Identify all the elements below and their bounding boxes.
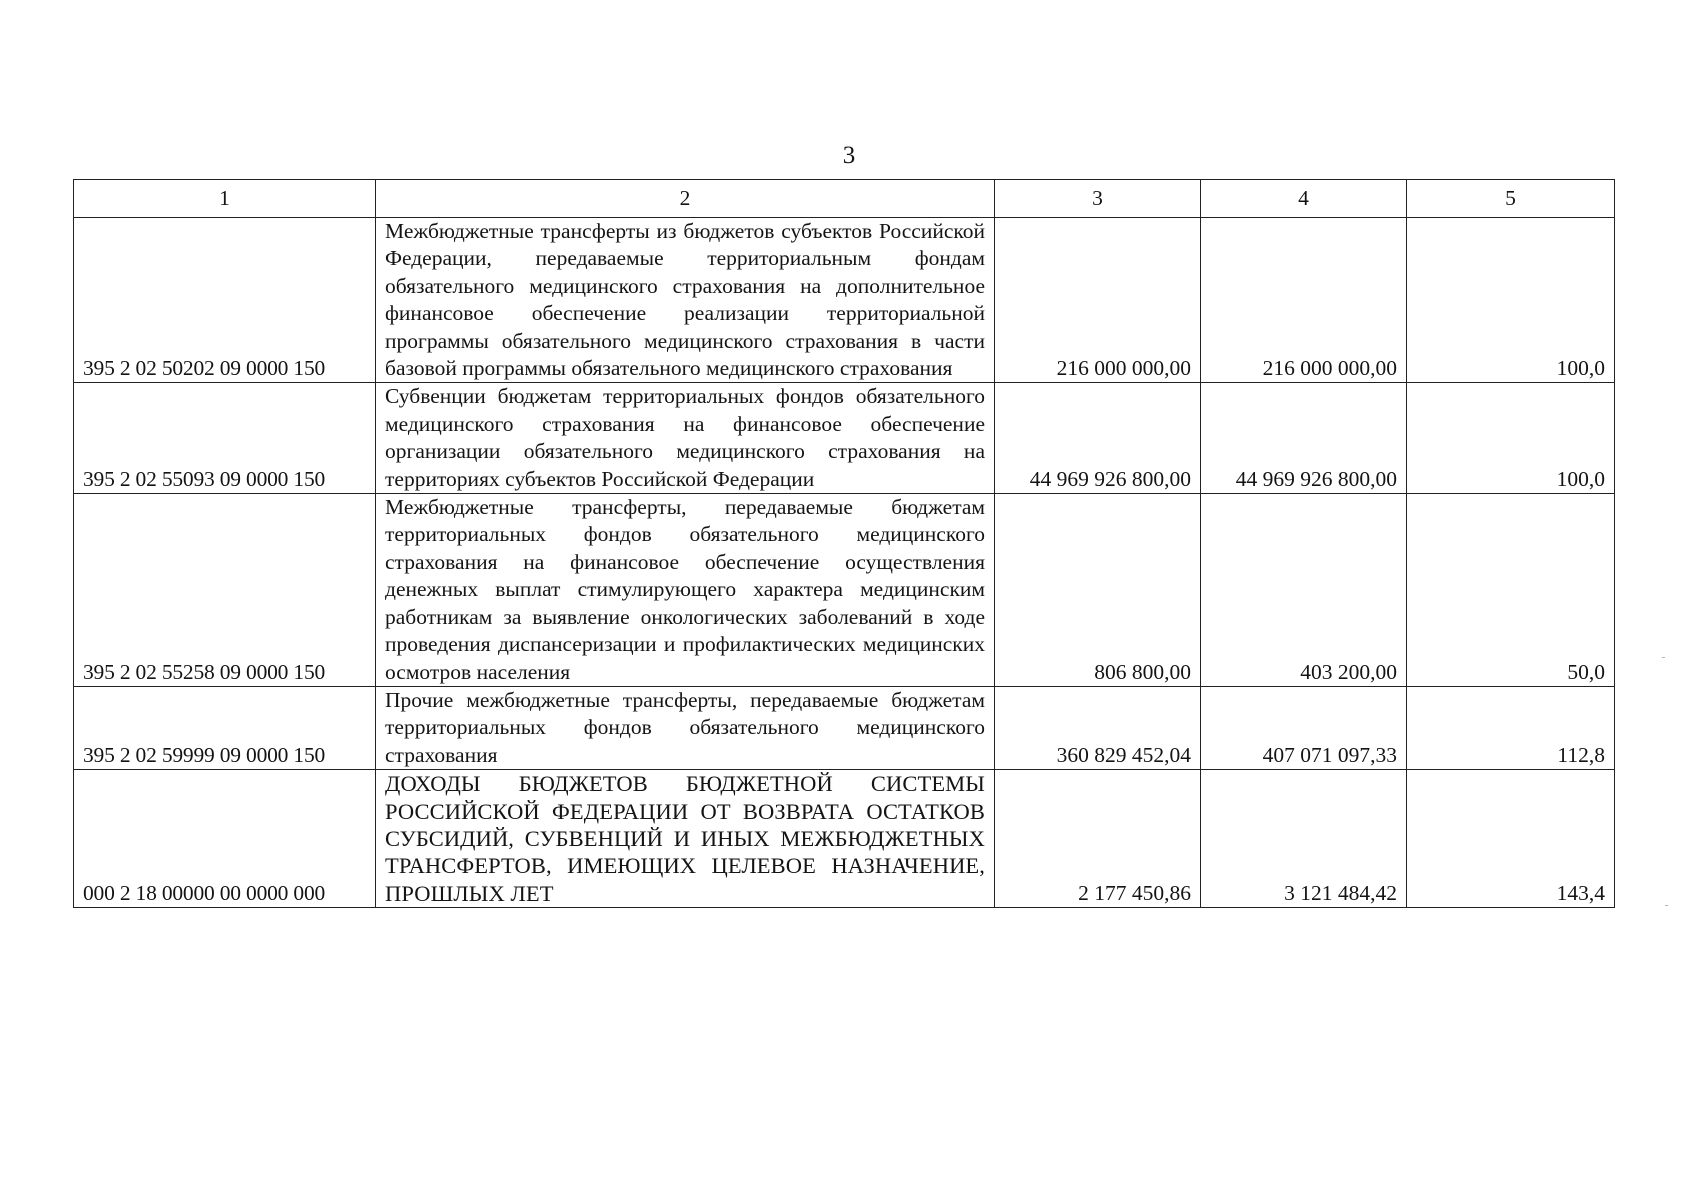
description-cell: Прочие межбюджетные трансферты, передаваемые бюджетам территориальных фондов обязательного медицинского страхования (376, 686, 995, 769)
percent-cell: 50,0 (1407, 494, 1615, 687)
column-header-1: 1 (74, 180, 376, 218)
description-cell: Субвенции бюджетам территориальных фондов обязательного медицинского страхования на финансовое обеспечение организации обязательного медицинского страхования на территориях субъектов Российской Федерации (376, 383, 995, 494)
amount-col4-cell: 44 969 926 800,00 (1201, 383, 1407, 494)
table-row (74, 383, 1615, 494)
amount-col3-cell: 216 000 000,00 (995, 218, 1201, 383)
budget-code-cell: 395 2 02 55093 09 0000 150 (74, 383, 376, 494)
amount-col4-cell: 407 071 097,33 (1201, 686, 1407, 769)
column-header-3: 3 (995, 180, 1201, 218)
percent-cell: 100,0 (1407, 383, 1615, 494)
table-row (74, 686, 1615, 769)
amount-col4-cell: 3 121 484,42 (1201, 770, 1407, 908)
page-number: 3 (842, 142, 856, 169)
budget-code-cell: 395 2 02 59999 09 0000 150 (74, 686, 376, 769)
description-cell: ДОХОДЫ БЮДЖЕТОВ БЮДЖЕТНОЙ СИСТЕМЫ РОССИЙСКОЙ ФЕДЕРАЦИИ ОТ ВОЗВРАТА ОСТАТКОВ СУБСИДИЙ, СУБВЕНЦИЙ И ИНЫХ МЕЖБЮДЖЕТНЫХ ТРАНСФЕРТОВ, ИМЕЮЩИХ ЦЕЛЕВОЕ НАЗНАЧЕНИЕ, ПРОШЛЫХ ЛЕТ (376, 770, 995, 908)
amount-col3-cell: 44 969 926 800,00 (995, 383, 1201, 494)
amount-col4-cell: 216 000 000,00 (1201, 218, 1407, 383)
column-header-4: 4 (1201, 180, 1407, 218)
scan-speck (1665, 905, 1668, 906)
table-row (74, 494, 1615, 687)
percent-cell: 100,0 (1407, 218, 1615, 383)
column-header-5: 5 (1407, 180, 1615, 218)
amount-col3-cell: 2 177 450,86 (995, 770, 1201, 908)
budget-revenue-table (73, 179, 1615, 908)
percent-cell: 143,4 (1407, 770, 1615, 908)
budget-code-cell: 395 2 02 55258 09 0000 150 (74, 494, 376, 687)
budget-code-cell: 000 2 18 00000 00 0000 000 (74, 770, 376, 908)
percent-cell: 112,8 (1407, 686, 1615, 769)
column-header-2: 2 (376, 180, 995, 218)
table-header-row (74, 180, 1615, 218)
scan-speck (1662, 657, 1665, 658)
amount-col3-cell: 360 829 452,04 (995, 686, 1201, 769)
table-row (74, 770, 1615, 908)
budget-code-cell: 395 2 02 50202 09 0000 150 (74, 218, 376, 383)
table-row (74, 218, 1615, 383)
description-cell: Межбюджетные трансферты из бюджетов субъектов Российской Федерации, передаваемые территориальным фондам обязательного медицинского страхования на дополнительное финансовое обеспечение реализации территориальной программы обязательного медицинского страхования в части базовой программы обязательного медицинского страхования (376, 218, 995, 383)
amount-col3-cell: 806 800,00 (995, 494, 1201, 687)
amount-col4-cell: 403 200,00 (1201, 494, 1407, 687)
description-cell: Межбюджетные трансферты, передаваемые бюджетам территориальных фондов обязательного медицинского страхования на финансовое обеспечение осуществления денежных выплат стимулирующего характера медицинским работникам за выявление онкологических заболеваний в ходе проведения диспансеризации и профилактических медицинских осмотров населения (376, 494, 995, 687)
